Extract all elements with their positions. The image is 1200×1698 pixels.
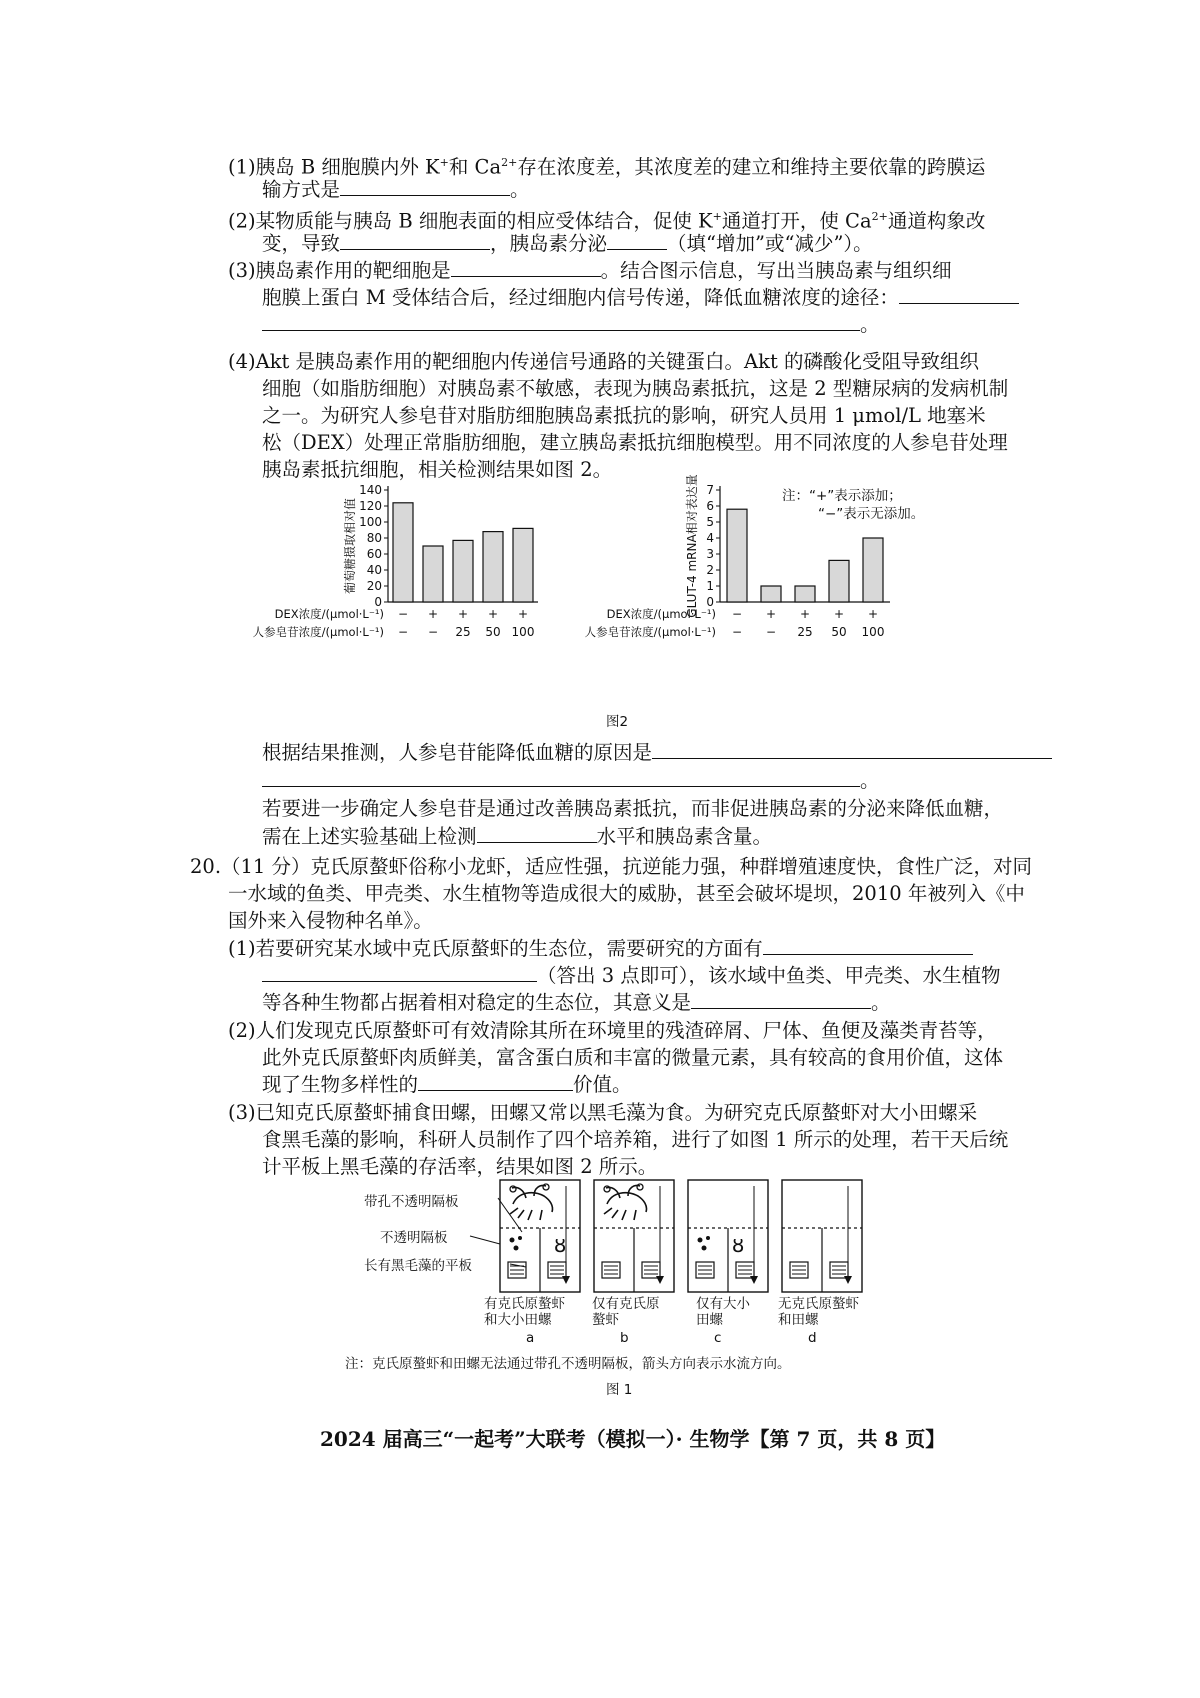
dex-value: + [517,607,529,621]
ginsenoside-value: − [765,625,777,639]
q20-part3-line2: 食黑毛藻的影响，科研人员制作了四个培养箱，进行了如图 1 所示的处理，若干天后统 [262,1128,1009,1151]
figure1-caption: 图 1 [606,1382,633,1398]
svg-text:ȣ: ȣ [732,1233,745,1257]
q19-part4-line3: 之一。为研究人参皂苷对脂肪细胞胰岛素抵抗的影响，研究人员用 1 μmol/L 地塞米 [262,404,986,427]
answer-blank[interactable] [340,231,490,250]
y-tick-label: 5 [706,515,714,529]
label-algae-plate: 长有黑毛藻的平板 [364,1258,472,1274]
dex-row-label: DEX浓度/(μmol·L⁻¹) [274,607,384,621]
ginsenoside-row-label: 人参皂苷浓度/(μmol·L⁻¹) [252,625,384,639]
q19-part4-line2: 细胞（如脂肪细胞）对胰岛素不敏感，表现为胰岛素抵抗，这是 2 型糖尿病的发病机制 [262,377,1009,400]
q19-part4-line1: (4)Akt 是胰岛素作用的靶细胞内传递信号通路的关键蛋白。Akt 的磷酸化受阻导致组织 [228,350,979,373]
y-tick-label: 4 [706,531,714,545]
q19-result-line2: 。 [262,768,880,794]
q19-part3-line1: (3)胰岛素作用的靶细胞是 。结合图示信息，写出当胰岛素与组织细 [228,259,952,282]
answer-blank[interactable] [607,231,667,250]
q19-result-line4: 需在上述实验基础上检测 水平和胰岛素含量。 [262,825,773,848]
tank-a [500,1180,580,1292]
dex-value: + [833,607,845,621]
y-tick-label: 6 [706,499,714,513]
tank-d-label: 无克氏原螯虾 和田螺 [778,1296,859,1328]
bar [863,538,883,602]
algae-plate-icon [602,1262,660,1278]
q20-part1-line3: 等各种生物都占据着相对稳定的生态位，其意义是 。 [262,991,891,1014]
ginsenoside-value: − [731,625,743,639]
ginsenoside-value: 25 [797,625,813,639]
q19-result-line3: 若要进一步确定人参皂苷是通过改善胰岛素抵抗，而非促进胰岛素的分泌来降低血糖， [262,797,1004,820]
dex-value: + [427,607,439,621]
y-tick-label: 2 [706,563,714,577]
dex-value: + [867,607,879,621]
q19-part2-line1: (2)某物质能与胰岛 B 细胞表面的相应受体结合，促使 K+通道打开，使 $Ca^{2+}$通道构象改 [228,209,986,233]
tank-b [594,1180,674,1292]
y-tick-label: 60 [366,547,382,561]
answer-blank[interactable] [652,740,1052,759]
ginsenoside-value: 50 [485,625,501,639]
q19-part3-line3: 。 [262,312,880,338]
y-tick-label: 120 [359,499,382,513]
ginsenoside-value: − [427,625,439,639]
q19-part1-line1: (1)胰岛 B 细胞膜内外 K+和 $Ca^{2+}$存在浓度差，其浓度差的建立和维持主要依靠的跨膜运 [228,155,986,179]
algae-plate-icon [508,1262,566,1278]
dex-value: + [457,607,469,621]
q20-stem-line3: 国外来入侵物种名单》。 [228,909,433,932]
q19-result-line1: 根据结果推测，人参皂苷能降低血糖的原因是 [262,740,1052,766]
y-tick-label: 3 [706,547,714,561]
answer-blank[interactable] [763,936,973,955]
q20-part1-line1: (1)若要研究某水域中克氏原螯虾的生态位，需要研究的方面有 [228,936,973,962]
q19-part1-line2: 输方式是 。 [262,178,530,201]
dex-value: − [397,607,409,621]
q20-stem-line2: 一水域的鱼类、甲壳类、水生植物等造成很大的威胁，甚至会破坏堤坝，2010 年被列入《中 [228,882,1025,905]
bar [761,586,781,602]
answer-blank[interactable] [262,312,860,331]
answer-blank[interactable] [477,824,597,843]
tank-c-label: 仅有大小 田螺 [696,1296,750,1328]
q19-part4-line4: 松（DEX）处理正常脂肪细胞，建立胰岛素抵抗细胞模型。用不同浓度的人参皂苷处理 [262,431,1008,454]
q20-stem-line1: 20.（11 分）克氏原螯虾俗称小龙虾，适应性强，抗逆能力强，种群增殖速度快，食性广泛，对同 [190,855,1033,878]
algae-plate-icon [696,1262,754,1278]
bar [829,560,849,602]
tank-b-letter: b [620,1330,629,1346]
ginsenoside-row-label: 人参皂苷浓度/(μmol·L⁻¹) [584,625,716,639]
y-axis-label: 葡萄糖摄取相对值 [343,497,357,595]
q19-part3-line2: 胞膜上蛋白 M 受体结合后，经过细胞内信号传递，降低血糖浓度的途径： [262,285,1019,311]
figure1-note: 注：克氏原螯虾和田螺无法通过带孔不透明隔板，箭头方向表示水流方向。 [345,1356,791,1372]
q20-part3-line3: 计平板上黑毛藻的存活率，结果如图 2 所示。 [262,1155,658,1178]
bar [423,546,443,602]
algae-plate-icon [790,1262,848,1278]
snail-icon [510,1233,567,1257]
figure2-caption: 图2 [606,714,629,730]
dex-value: − [731,607,743,621]
ginsenoside-value: 50 [831,625,847,639]
y-tick-label: 0 [706,595,714,609]
ginsenoside-value: 100 [511,625,535,639]
bar [483,532,503,602]
answer-blank[interactable] [451,258,601,277]
tank-d [782,1180,862,1292]
svg-text:ȣ: ȣ [554,1233,567,1257]
bar [727,509,747,602]
ginsenoside-value: 100 [861,625,885,639]
answer-blank[interactable] [340,177,510,196]
bar [795,586,815,602]
y-tick-label: 1 [706,579,714,593]
tank-a-label: 有克氏原螯虾 和大小田螺 [484,1296,565,1328]
label-opaque-partition: 不透明隔板 [380,1230,448,1246]
y-tick-label: 7 [706,483,714,497]
q20-part2-line3: 现了生物多样性的 价值。 [262,1073,632,1096]
y-tick-label: 100 [359,515,382,529]
dex-value: + [799,607,811,621]
y-tick-label: 20 [366,579,382,593]
dex-value: + [765,607,777,621]
y-axis-label: GLUT-4 mRNA相对表达量 [685,474,699,618]
y-tick-label: 140 [359,483,382,497]
crayfish-icon [604,1184,647,1220]
ginsenoside-value: 25 [455,625,471,639]
q20-part3-line1: (3)已知克氏原螯虾捕食田螺，田螺又常以黑毛藻为食。为研究克氏原螯虾对大小田螺采 [228,1101,978,1124]
q19-part4-line5: 胰岛素抵抗细胞，相关检测结果如图 2。 [262,458,613,481]
bar [513,528,533,602]
chart-note-1: 注：“+”表示添加； [782,488,902,504]
bar [453,540,473,602]
tank-a-letter: a [526,1330,535,1346]
bar [393,503,413,602]
tank-c-letter: c [714,1330,722,1346]
tank-b-label: 仅有克氏原 螯虾 [592,1296,660,1328]
dex-value: + [487,607,499,621]
answer-blank[interactable] [262,963,537,982]
glucose-uptake-chart [240,480,600,680]
y-tick-label: 40 [366,563,382,577]
page-footer: 2024 届高三“一起考”大联考（模拟一）· 生物学【第 7 页，共 8 页】 [320,1427,946,1451]
answer-blank[interactable] [691,990,871,1009]
chart-note-2: “−”表示无添加。 [818,506,925,522]
q20-part2-line2: 此外克氏原螯虾肉质鲜美，富含蛋白质和丰富的微量元素，具有较高的食用价值，这体 [262,1046,1004,1069]
label-perforated-partition: 带孔不透明隔板 [364,1194,459,1210]
tank-d-letter: d [808,1330,817,1346]
q19-part2-line2: 变，导致 ，胰岛素分泌 （填“增加”或“减少”）。 [262,232,873,255]
answer-blank[interactable] [418,1072,573,1091]
snail-icon [698,1233,745,1257]
y-tick-label: 80 [366,531,382,545]
tank-c [688,1180,768,1292]
q20-part1-line2: （答出 3 点即可），该水域中鱼类、甲壳类、水生植物 [262,963,1001,989]
crayfish-icon [510,1184,553,1220]
answer-blank[interactable] [262,768,860,787]
ginsenoside-value: − [397,625,409,639]
dex-row-label: DEX浓度/(μmol·L⁻¹) [606,607,716,621]
answer-blank[interactable] [899,285,1019,304]
q20-part2-line1: (2)人们发现克氏原螯虾可有效清除其所在环境里的残渣碎屑、尸体、鱼便及藻类青苔等， [228,1019,997,1042]
y-tick-label: 0 [374,595,382,609]
